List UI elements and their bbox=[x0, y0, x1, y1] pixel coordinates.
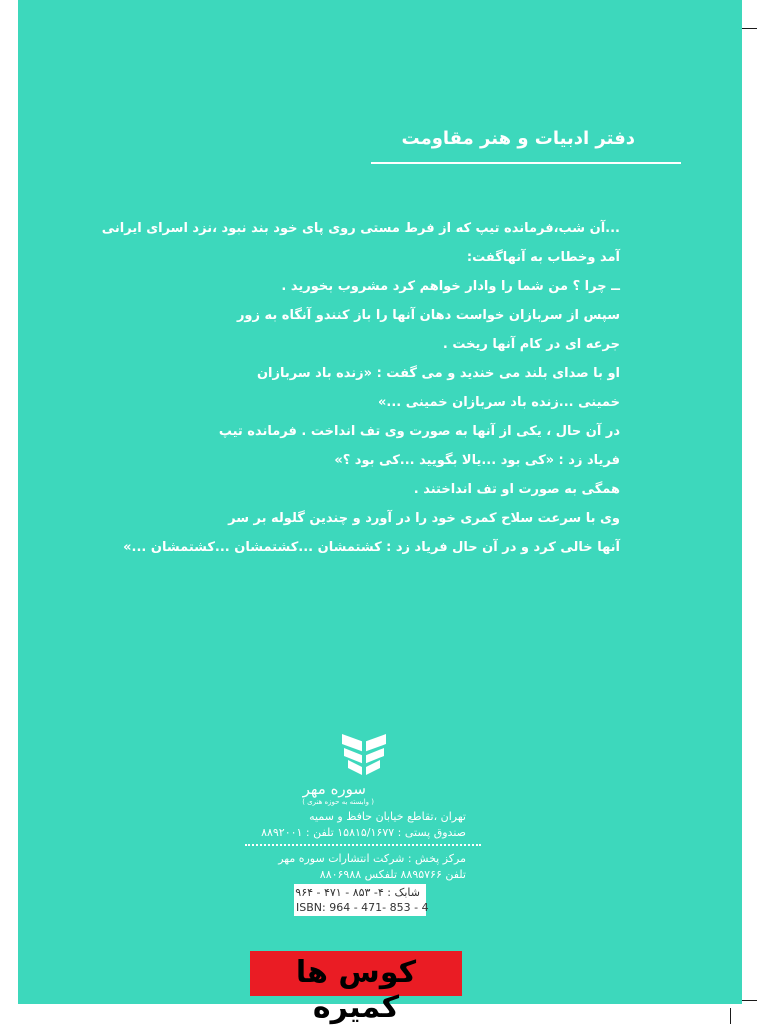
publisher-subtitle: ( وابسته به حوزه هنری ) bbox=[302, 798, 374, 806]
story-line: جرعه ای در کام آنها ریخت . bbox=[442, 337, 620, 352]
dotted-divider bbox=[245, 844, 481, 846]
publisher-address: تهران ،تقاطع خیابان حافظ و سمیه bbox=[309, 810, 466, 823]
story-line: او با صدای بلند می خندید و می گفت : «زنده باد سربازان bbox=[256, 366, 620, 381]
title-underline bbox=[371, 162, 681, 164]
publisher-po-box: صندوق پستی : ۱۵۸۱۵/۱۶۷۷ تلفن : ۸۸۹۲۰۰۱ bbox=[261, 826, 466, 839]
isbn-persian: شابک : ۴- ۸۵۳ - ۴۷۱ - ۹۶۴ bbox=[295, 886, 420, 899]
isbn-box bbox=[294, 884, 429, 916]
story-line: ــ چرا ؟ من شما را وادار خواهم کرد مشروب بخورید . bbox=[281, 279, 620, 294]
story-line: ...آن شب،فرمانده تیپ که از فرط مستی روی پای خود بند نبود ،نزد اسرای ایرانی bbox=[101, 221, 620, 236]
publisher-block bbox=[232, 728, 482, 924]
story-line: آنها خالی کرد و در آن حال فریاد زد : کشتمشان ...کشتمشان ...کشتمشان ...» bbox=[123, 540, 620, 555]
distribution-phones: تلفن ۸۸۹۵۷۶۶ تلفکس ۸۸۰۶۹۸۸ bbox=[319, 868, 466, 881]
isbn-latin: ISBN: 964 - 471- 853 - 4 bbox=[296, 901, 429, 914]
story-line: در آن حال ، یکی از آنها به صورت وی تف انداخت . فرمانده تیپ bbox=[218, 424, 620, 439]
story-line: آمد وخطاب به آنهاگفت: bbox=[466, 250, 620, 265]
crop-mark bbox=[742, 28, 757, 29]
distribution-center: مرکز پخش : شرکت انتشارات سوره مهر bbox=[278, 852, 466, 865]
crop-mark bbox=[742, 1000, 757, 1001]
crop-mark bbox=[730, 1008, 731, 1024]
publisher-logo-icon bbox=[336, 728, 392, 784]
publisher-name: سوره مهر bbox=[302, 780, 366, 798]
story-line: خمینی ...زنده باد سربازان خمینی ...» bbox=[377, 395, 620, 410]
story-line: فریاد زد : «کی بود ...یالا بگویید ...کی بود ؟» bbox=[334, 453, 620, 468]
series-title: دفتر ادبیات و هنر مقاومت bbox=[401, 128, 635, 149]
story-line: همگی به صورت او تف انداختند . bbox=[413, 482, 620, 497]
story-excerpt bbox=[101, 214, 620, 562]
series-logo-text: کوس ها کمیره bbox=[295, 955, 417, 1025]
story-line: وی با سرعت سلاح کمری خود را در آورد و چندین گلوله بر سر bbox=[228, 511, 620, 526]
story-line: سپس از سربازان خواست دهان آنها را باز کنندو آنگاه به زور bbox=[236, 308, 620, 323]
series-logo bbox=[250, 951, 462, 1025]
